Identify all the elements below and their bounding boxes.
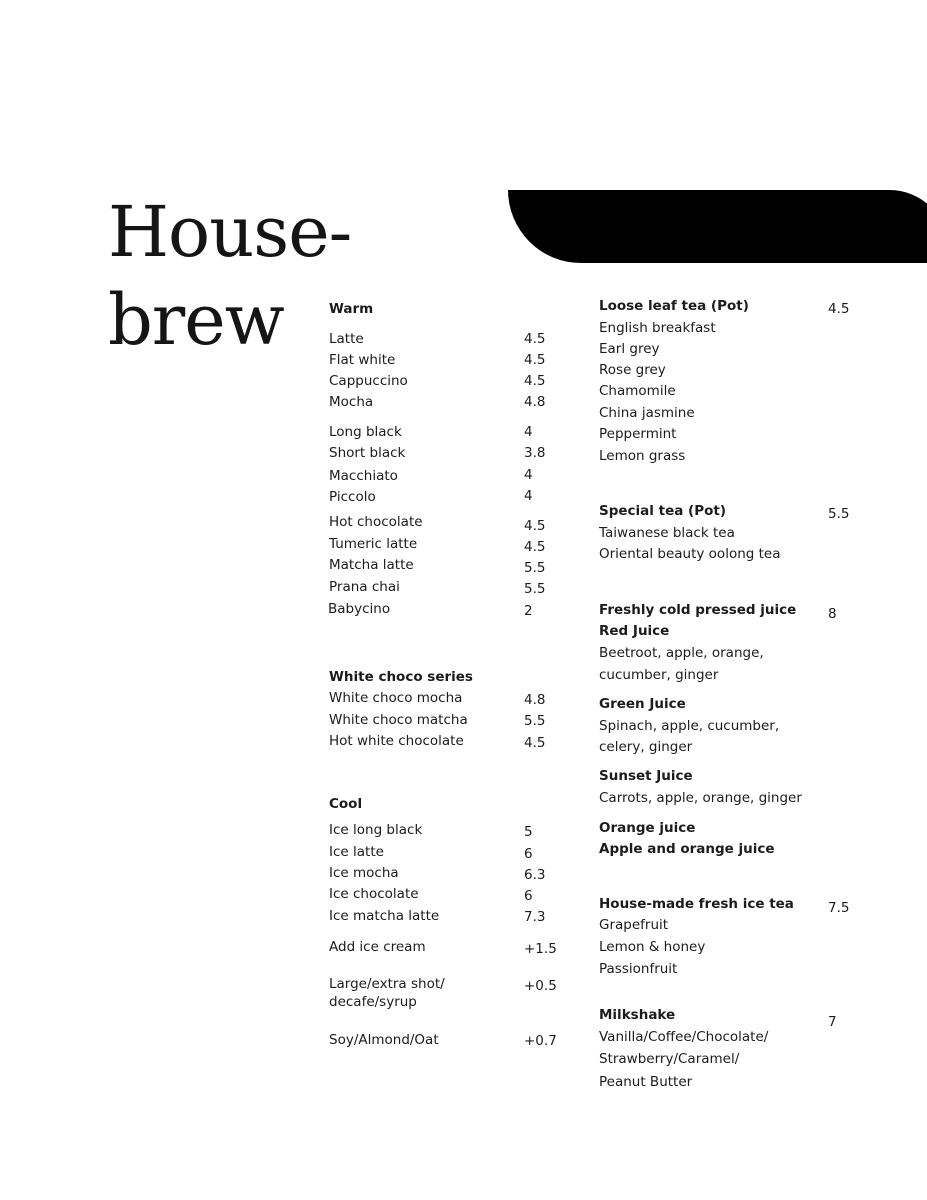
menu-item-name: Peanut Butter bbox=[599, 1074, 693, 1090]
extra-item-name: Soy/Almond/Oat bbox=[329, 1032, 439, 1048]
menu-item-price: 4 bbox=[524, 467, 533, 483]
menu-item-name: White choco matcha bbox=[329, 712, 468, 728]
menu-item-price: 6.3 bbox=[524, 867, 546, 883]
menu-item-name: White choco mocha bbox=[329, 690, 463, 706]
menu-item-price: 4.8 bbox=[524, 692, 546, 708]
menu-item-name: Peppermint bbox=[599, 426, 677, 442]
extra-item-name: Large/extra shot/ bbox=[329, 976, 445, 992]
juice-name-orange: Orange juice bbox=[599, 820, 696, 836]
menu-item-name: Ice matcha latte bbox=[329, 908, 440, 924]
menu-item-name: Short black bbox=[329, 445, 406, 461]
menu-item-price: 5 bbox=[524, 824, 533, 840]
menu-item-price: 4.5 bbox=[524, 518, 546, 534]
menu-item-name: Ice latte bbox=[329, 844, 384, 860]
menu-item-price: 6 bbox=[524, 888, 533, 904]
menu-item-name: Earl grey bbox=[599, 341, 660, 357]
menu-item-price: 5.5 bbox=[524, 581, 546, 597]
menu-item-name: Ice mocha bbox=[329, 865, 399, 881]
menu-item-name: Ice chocolate bbox=[329, 886, 419, 902]
menu-item-price: 4 bbox=[524, 488, 533, 504]
menu-item-name: Piccolo bbox=[329, 489, 376, 505]
juice-description: Beetroot, apple, orange, bbox=[599, 645, 764, 661]
juice-name-apple-orange: Apple and orange juice bbox=[599, 841, 775, 857]
menu-item-price: 7.3 bbox=[524, 909, 546, 925]
section-heading-juice: Freshly cold pressed juice bbox=[599, 602, 797, 618]
menu-item-name: English breakfast bbox=[599, 320, 716, 336]
section-price: 8 bbox=[828, 606, 837, 622]
extra-item-name: Add ice cream bbox=[329, 939, 426, 955]
black-banner bbox=[508, 190, 927, 263]
menu-item-name: Passionfruit bbox=[599, 961, 678, 977]
section-price: 7.5 bbox=[828, 900, 850, 916]
section-price: 7 bbox=[828, 1014, 837, 1030]
menu-item-price: 5.5 bbox=[524, 560, 546, 576]
menu-item-name: Long black bbox=[329, 424, 402, 440]
menu-item-price: 4 bbox=[524, 424, 533, 440]
menu-item-name: Hot chocolate bbox=[329, 514, 423, 530]
menu-item-name: Chamomile bbox=[599, 383, 676, 399]
menu-item-price: 4.5 bbox=[524, 539, 546, 555]
menu-title-line-1: House- bbox=[108, 191, 352, 273]
menu-item-name: Lemon grass bbox=[599, 448, 686, 464]
section-heading-white-choco: White choco series bbox=[329, 669, 473, 685]
menu-item-name: Babycino bbox=[328, 601, 391, 617]
menu-item-price: 3.8 bbox=[524, 445, 546, 461]
menu-item-name: Macchiato bbox=[329, 468, 398, 484]
juice-name-red: Red Juice bbox=[599, 623, 670, 639]
section-heading-milkshake: Milkshake bbox=[599, 1007, 676, 1023]
menu-item-name: China jasmine bbox=[599, 405, 695, 421]
menu-item-name: Matcha latte bbox=[329, 557, 414, 573]
juice-name-green: Green Juice bbox=[599, 696, 686, 712]
section-heading-loose-leaf: Loose leaf tea (Pot) bbox=[599, 298, 749, 314]
juice-description: cucumber, ginger bbox=[599, 667, 719, 683]
section-price: 4.5 bbox=[828, 301, 850, 317]
menu-item-name: Oriental beauty oolong tea bbox=[599, 546, 781, 562]
menu-item-price: 4.5 bbox=[524, 352, 546, 368]
menu-item-name: Tumeric latte bbox=[329, 536, 418, 552]
menu-item-name: Cappuccino bbox=[329, 373, 408, 389]
menu-title-line-2: brew bbox=[108, 279, 284, 361]
menu-item-price: 4.5 bbox=[524, 735, 546, 751]
menu-item-name: Vanilla/Coffee/Chocolate/ bbox=[599, 1029, 769, 1045]
menu-item-price: 6 bbox=[524, 846, 533, 862]
menu-item-name: Ice long black bbox=[329, 822, 423, 838]
menu-item-name: Lemon & honey bbox=[599, 939, 706, 955]
menu-item-name: Hot white chocolate bbox=[329, 733, 464, 749]
section-price: 5.5 bbox=[828, 506, 850, 522]
extra-item-price: +0.5 bbox=[524, 978, 557, 994]
menu-item-price: 4.5 bbox=[524, 373, 546, 389]
menu-item-price: 2 bbox=[524, 603, 533, 619]
menu-title bbox=[108, 188, 351, 364]
extra-item-name-line-2: decafe/syrup bbox=[329, 994, 417, 1010]
section-heading-warm: Warm bbox=[329, 301, 374, 317]
menu-item-name: Grapefruit bbox=[599, 917, 669, 933]
section-heading-ice-tea: House-made fresh ice tea bbox=[599, 896, 794, 912]
juice-name-sunset: Sunset Juice bbox=[599, 768, 693, 784]
menu-item-name: Latte bbox=[329, 331, 364, 347]
menu-item-price: 5.5 bbox=[524, 713, 546, 729]
juice-description: Carrots, apple, orange, ginger bbox=[599, 790, 802, 806]
menu-item-price: 4.8 bbox=[524, 394, 546, 410]
menu-item-name: Flat white bbox=[329, 352, 396, 368]
juice-description: Spinach, apple, cucumber, bbox=[599, 718, 780, 734]
menu-item-name: Strawberry/Caramel/ bbox=[599, 1051, 740, 1067]
menu-item-price: 4.5 bbox=[524, 331, 546, 347]
extra-item-price: +1.5 bbox=[524, 941, 557, 957]
section-heading-special-tea: Special tea (Pot) bbox=[599, 503, 726, 519]
menu-item-name: Prana chai bbox=[329, 579, 400, 595]
section-heading-cool: Cool bbox=[329, 796, 363, 812]
menu-item-name: Taiwanese black tea bbox=[599, 525, 735, 541]
menu-item-name: Rose grey bbox=[599, 362, 666, 378]
extra-item-price: +0.7 bbox=[524, 1033, 557, 1049]
juice-description: celery, ginger bbox=[599, 739, 693, 755]
menu-item-name: Mocha bbox=[329, 394, 374, 410]
